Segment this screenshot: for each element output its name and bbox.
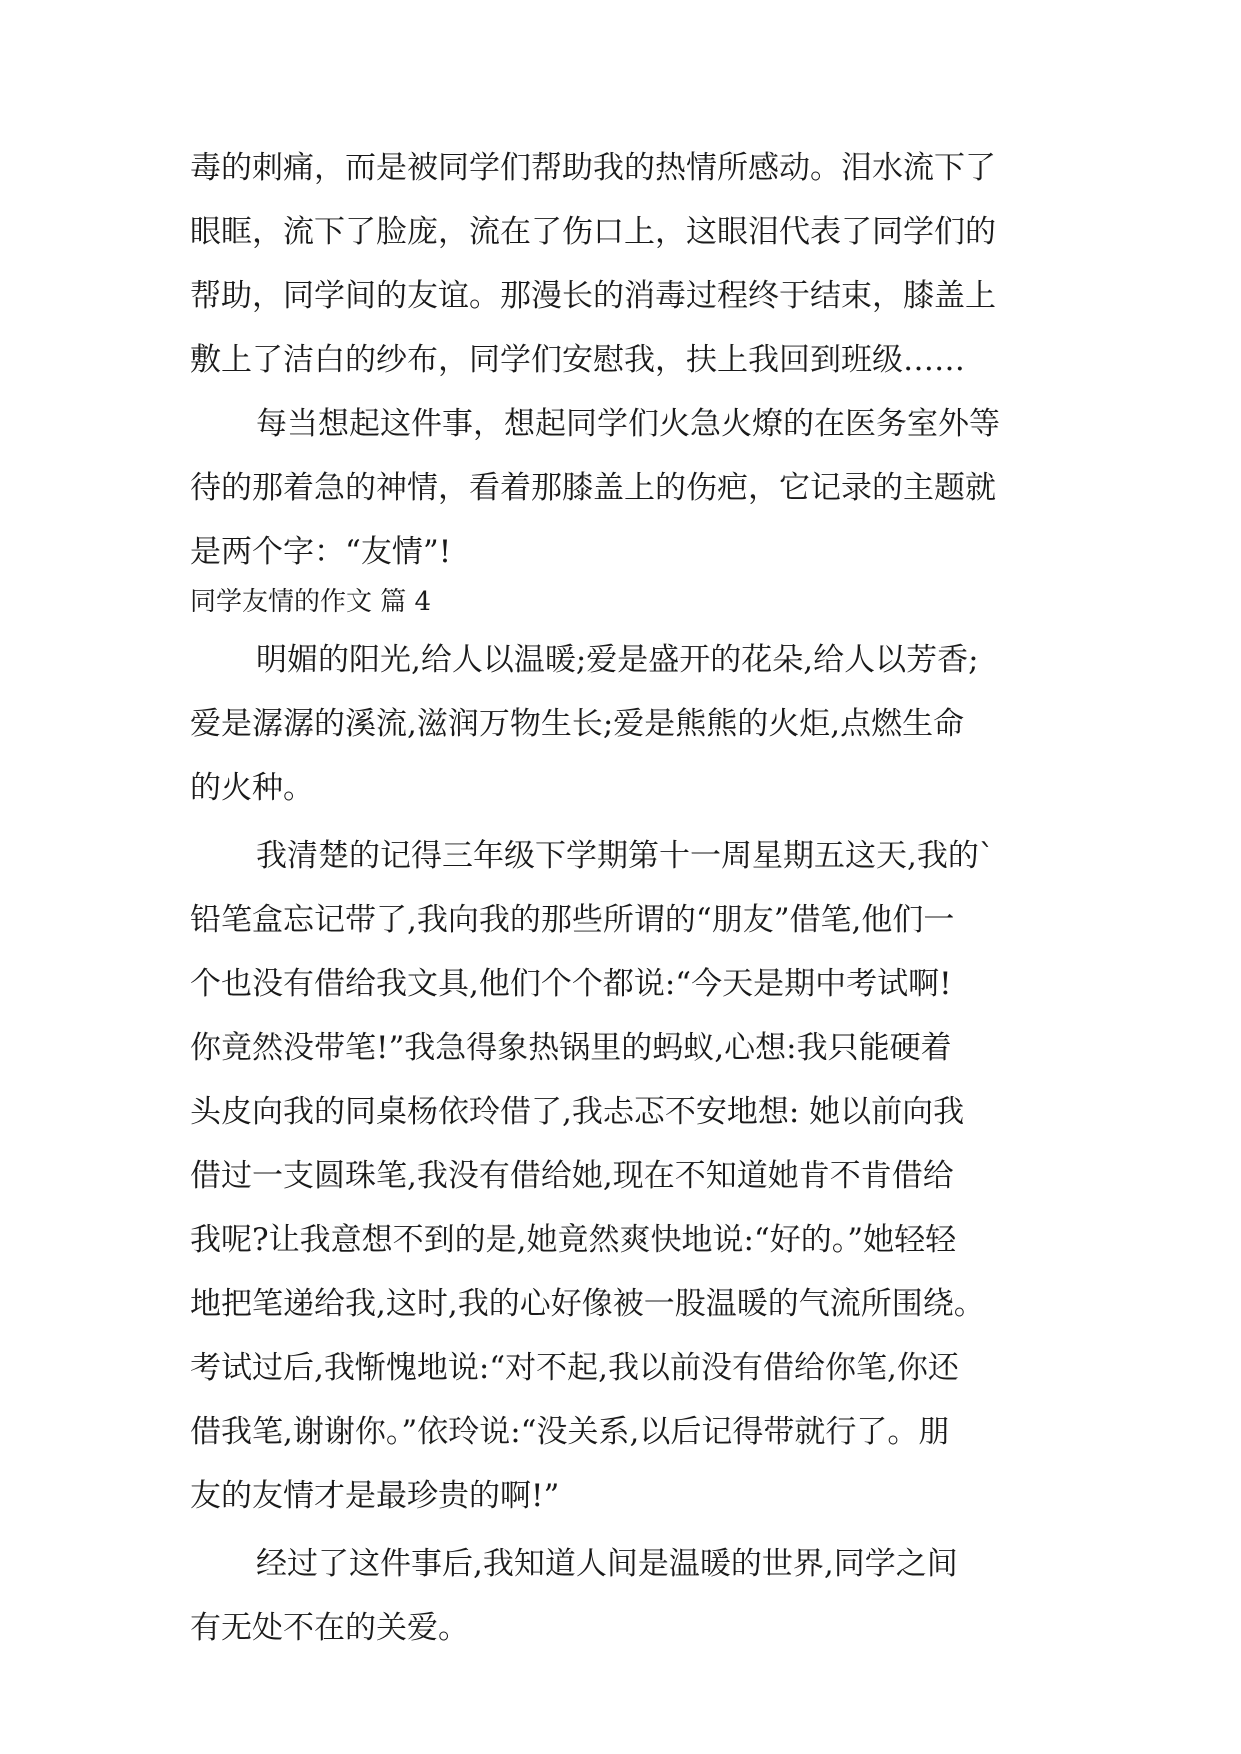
paragraph-line: 地把笔递给我,这时,我的心好像被一股温暖的气流所围绕。 <box>190 1286 985 1322</box>
paragraph-line: 每当想起这件事，想起同学们火急火燎的在医务室外等 <box>256 406 1000 442</box>
paragraph-line: 明媚的阳光,给人以温暖;爱是盛开的花朵,给人以芳香; <box>256 642 979 678</box>
section-heading: 同学友情的作文 篇 4 <box>190 587 432 617</box>
paragraph-line: 借过一支圆珠笔,我没有借给她,现在不知道她肯不肯借给 <box>190 1158 954 1194</box>
paragraph-line: 的火种。 <box>190 770 314 806</box>
paragraph-line: 敷上了洁白的纱布，同学们安慰我，扶上我回到班级…… <box>190 342 965 378</box>
paragraph-line: 借我笔,谢谢你。”依玲说:“没关系,以后记得带就行了。朋 <box>190 1414 950 1450</box>
paragraph-line: 友的友情才是最珍贵的啊!” <box>190 1478 560 1514</box>
paragraph-line: 毒的刺痛，而是被同学们帮助我的热情所感动。泪水流下了 <box>190 150 996 186</box>
paragraph-line: 帮助，同学间的友谊。那漫长的消毒过程终于结束，膝盖上 <box>190 278 996 314</box>
paragraph-line: 是两个字：“友情”! <box>190 534 452 570</box>
paragraph-line: 我清楚的记得三年级下学期第十一周星期五这天,我的` <box>256 838 995 874</box>
paragraph-line: 眼眶，流下了脸庞，流在了伤口上，这眼泪代表了同学们的 <box>190 214 996 250</box>
paragraph-line: 爱是潺潺的溪流,滋润万物生长;爱是熊熊的火炬,点燃生命 <box>190 706 965 742</box>
paragraph-line: 考试过后,我惭愧地说:“对不起,我以前没有借给你笔,你还 <box>190 1350 959 1386</box>
paragraph-line: 经过了这件事后,我知道人间是温暖的世界,同学之间 <box>256 1546 958 1582</box>
paragraph-line: 我呢?让我意想不到的是,她竟然爽快地说:“好的。”她轻轻 <box>190 1222 957 1258</box>
paragraph-line: 个也没有借给我文具,他们个个都说:“今天是期中考试啊! <box>190 966 952 1002</box>
paragraph-line: 你竟然没带笔!”我急得象热锅里的蚂蚁,心想:我只能硬着 <box>190 1030 952 1066</box>
paragraph-line: 头皮向我的同桌杨依玲借了,我忐忑不安地想: 她以前向我 <box>190 1094 965 1130</box>
paragraph-line: 待的那着急的神情，看着那膝盖上的伤疤，它记录的主题就 <box>190 470 996 506</box>
paragraph-line: 有无处不在的关爱。 <box>190 1610 469 1646</box>
paragraph-line: 铅笔盒忘记带了,我向我的那些所谓的“朋友”借笔,他们一 <box>190 902 955 938</box>
